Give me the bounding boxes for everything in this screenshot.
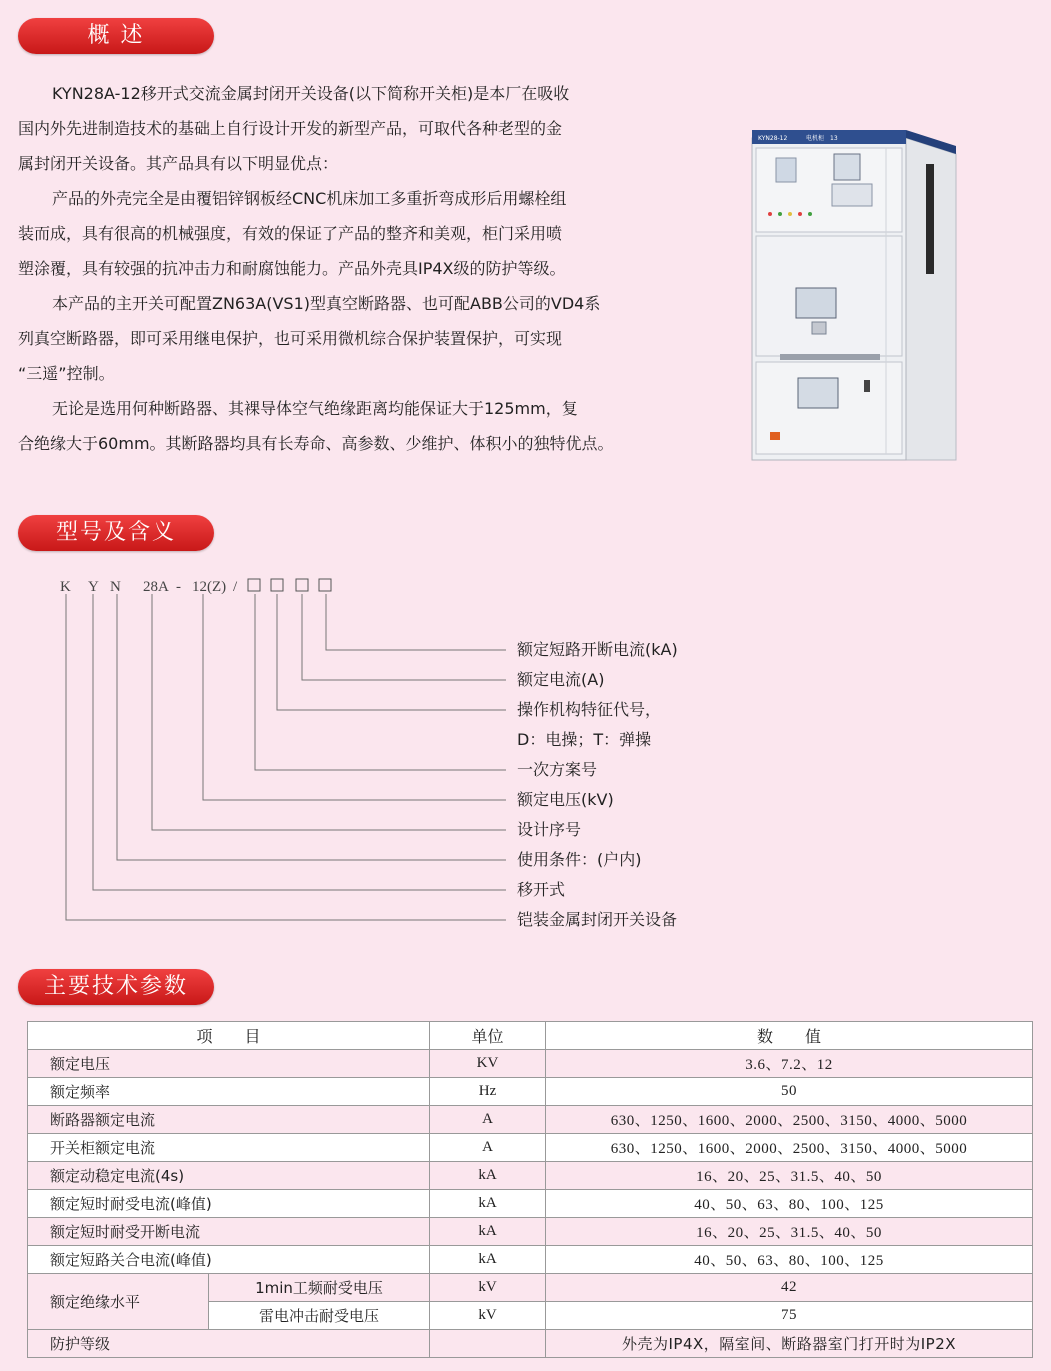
table-row bbox=[28, 1246, 1033, 1274]
label-usage: 使用条件：(户内) bbox=[517, 850, 642, 869]
row-item: 额定短时耐受开断电流 bbox=[28, 1218, 430, 1246]
row-value: 40、50、63、80、100、125 bbox=[546, 1190, 1033, 1218]
cabinet-top-label: KYN28-12 bbox=[758, 135, 788, 142]
overview-line: 国内外先进制造技术的基础上自行设计开发的新型产品，可取代各种老型的金 bbox=[18, 119, 563, 138]
row-subitem: 1min工频耐受电压 bbox=[209, 1274, 430, 1302]
row-unit: kV bbox=[430, 1274, 546, 1302]
header-value: 数 值 bbox=[546, 1022, 1033, 1050]
code-y: Y bbox=[88, 579, 99, 595]
table-header-row bbox=[28, 1022, 1033, 1050]
code-28a: 28A bbox=[143, 579, 169, 595]
leader-mechanism bbox=[277, 594, 506, 710]
table-row bbox=[28, 1162, 1033, 1190]
cabinet-top-label-2: 电机柜 bbox=[806, 135, 825, 142]
row-subitem: 雷电冲击耐受电压 bbox=[209, 1302, 430, 1330]
row-item: 断路器额定电流 bbox=[28, 1106, 430, 1134]
code-k: K bbox=[60, 579, 71, 595]
row-value: 50 bbox=[546, 1078, 1033, 1106]
label-scheme: 一次方案号 bbox=[517, 760, 598, 779]
row-unit: kA bbox=[430, 1218, 546, 1246]
row-item: 额定短时耐受电流(峰值) bbox=[28, 1190, 430, 1218]
row-item: 额定频率 bbox=[28, 1078, 430, 1106]
code-box-current bbox=[296, 579, 308, 591]
table-row bbox=[28, 1274, 1033, 1302]
label-rated-current: 额定电流(A) bbox=[517, 670, 605, 689]
code-box-scheme bbox=[248, 579, 260, 591]
row-unit: kA bbox=[430, 1190, 546, 1218]
row-value: 75 bbox=[546, 1302, 1033, 1330]
row-value: 40、50、63、80、100、125 bbox=[546, 1246, 1033, 1274]
leader-scheme bbox=[255, 594, 506, 770]
switchgear-cabinet-image bbox=[746, 124, 958, 464]
section-title-overview: 概 述 bbox=[18, 18, 214, 54]
row-value: 16、20、25、31.5、40、50 bbox=[546, 1218, 1033, 1246]
row-item: 防护等级 bbox=[28, 1330, 430, 1358]
table-row bbox=[28, 1218, 1033, 1246]
row-unit: kA bbox=[430, 1246, 546, 1274]
table-row bbox=[28, 1050, 1033, 1078]
leader-armored bbox=[66, 594, 506, 920]
row-value: 16、20、25、31.5、40、50 bbox=[546, 1162, 1033, 1190]
row-value: 630、1250、1600、2000、2500、3150、4000、5000 bbox=[546, 1134, 1033, 1162]
row-item: 额定短路关合电流(峰值) bbox=[28, 1246, 430, 1274]
section-title-specs: 主要技术参数 bbox=[18, 969, 214, 1005]
row-unit: kA bbox=[430, 1162, 546, 1190]
cabinet-top-label-3: 13 bbox=[830, 135, 838, 142]
table-row bbox=[28, 1106, 1033, 1134]
table-row bbox=[28, 1134, 1033, 1162]
overview-line: 装而成，具有很高的机械强度，有效的保证了产品的整齐和美观，柜门采用喷 bbox=[18, 224, 563, 243]
row-unit: A bbox=[430, 1134, 546, 1162]
leader-breaking-current bbox=[326, 594, 506, 650]
code-box-mechanism bbox=[271, 579, 283, 591]
row-unit: A bbox=[430, 1106, 546, 1134]
label-armored: 铠装金属封闭开关设备 bbox=[517, 910, 678, 929]
row-unit: kV bbox=[430, 1302, 546, 1330]
code-12z: 12(Z) bbox=[192, 579, 227, 595]
label-voltage: 额定电压(kV) bbox=[517, 790, 614, 809]
table-row bbox=[28, 1190, 1033, 1218]
leader-rated-current bbox=[302, 594, 506, 680]
leader-design bbox=[152, 594, 506, 830]
leader-withdrawable bbox=[93, 594, 506, 890]
overview-line: KYN28A-12移开式交流金属封闭开关设备(以下简称开关柜)是本厂在吸收 bbox=[52, 84, 570, 103]
row-unit: KV bbox=[430, 1050, 546, 1078]
overview-line: 合绝缘大于60mm。其断路器均具有长寿命、高参数、少维护、体积小的独特优点。 bbox=[18, 434, 614, 453]
model-code-diagram bbox=[0, 570, 760, 940]
label-mechanism: 操作机构特征代号， bbox=[517, 700, 662, 719]
row-item: 额定电压 bbox=[28, 1050, 430, 1078]
table-row bbox=[28, 1330, 1033, 1358]
table-row bbox=[28, 1078, 1033, 1106]
label-breaking-current: 额定短路开断电流(kA) bbox=[517, 640, 678, 659]
label-design: 设计序号 bbox=[517, 820, 582, 839]
spec-table bbox=[27, 1021, 1033, 1358]
header-item: 项 目 bbox=[28, 1022, 430, 1050]
row-value: 630、1250、1600、2000、2500、3150、4000、5000 bbox=[546, 1106, 1033, 1134]
overview-line: 塑涂覆，具有较强的抗冲击力和耐腐蚀能力。产品外壳具IP4X级的防护等级。 bbox=[18, 259, 566, 278]
overview-line: 本产品的主开关可配置ZN63A(VS1)型真空断路器、也可配ABB公司的VD4系 bbox=[52, 294, 601, 313]
row-unit bbox=[430, 1330, 546, 1358]
header-unit: 单位 bbox=[430, 1022, 546, 1050]
code-n: N bbox=[110, 579, 121, 595]
row-value: 42 bbox=[546, 1274, 1033, 1302]
label-withdrawable: 移开式 bbox=[517, 880, 566, 899]
row-item-insulation: 额定绝缘水平 bbox=[28, 1274, 209, 1330]
row-value: 3.6、7.2、12 bbox=[546, 1050, 1033, 1078]
leader-voltage bbox=[203, 594, 506, 800]
section-title-model: 型号及含义 bbox=[18, 515, 214, 551]
code-box-breaking bbox=[319, 579, 331, 591]
overview-line: 产品的外壳完全是由覆铝锌钢板经CNC机床加工多重折弯成形后用螺栓组 bbox=[52, 189, 567, 208]
overview-line: 列真空断路器，即可采用继电保护，也可采用微机综合保护装置保护，可实现 bbox=[18, 329, 563, 348]
overview-line: 无论是选用何种断路器、其裸导体空气绝缘距离均能保证大于125mm，复 bbox=[52, 399, 578, 418]
row-unit: Hz bbox=[430, 1078, 546, 1106]
code-dash: - bbox=[176, 579, 181, 595]
row-value: 外壳为IP4X，隔室间、断路器室门打开时为IP2X bbox=[546, 1330, 1033, 1358]
row-item: 开关柜额定电流 bbox=[28, 1134, 430, 1162]
overview-line: “三遥”控制。 bbox=[18, 364, 115, 383]
code-slash: / bbox=[233, 579, 238, 595]
overview-line: 属封闭开关设备。其产品具有以下明显优点： bbox=[18, 154, 339, 173]
leader-usage bbox=[117, 594, 506, 860]
label-mechanism-codes: D：电操；T：弹操 bbox=[517, 730, 652, 749]
row-item: 额定动稳定电流(4s) bbox=[28, 1162, 430, 1190]
